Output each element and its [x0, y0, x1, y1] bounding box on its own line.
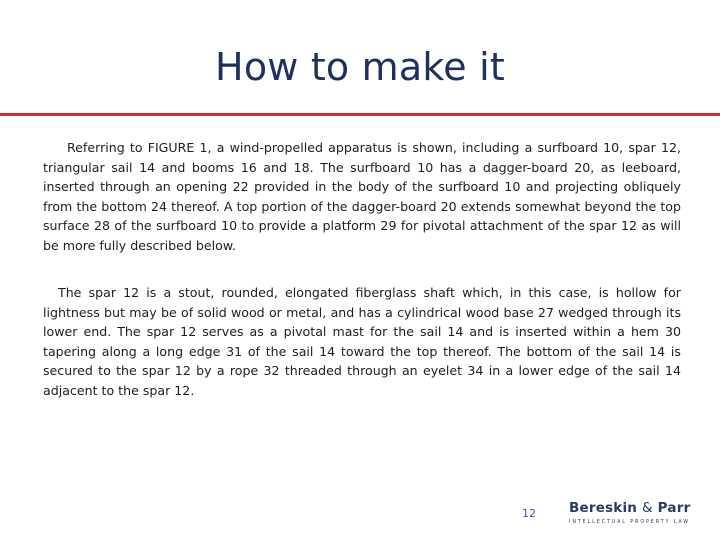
logo-name-part1: Bereskin [569, 500, 638, 516]
logo-ampersand: & [642, 500, 653, 516]
title-divider [0, 113, 720, 116]
logo-tagline: INTELLECTUAL PROPERTY LAW [569, 520, 690, 525]
body-paragraph-1: Referring to FIGURE 1, a wind-propelled apparatus is shown, including a surfboard 10, spar 12, triangular sail 14 and booms 16 and 18. The surfboard 10 has a dagger-board 20, as leeboard, inserted through an opening 22 provided in the body of the surfboard 10 and projecting obliquely from the bottom 24 thereof. A top portion of the dagger-board 20 extends somewhat beyond the top surface 28 of the surfboard 10 to provide a platform 29 for pivotal attachment of the spar 12 as will be more fully described below. [43, 140, 681, 253]
body-paragraph-2: The spar 12 is a stout, rounded, elongated fiberglass shaft which, in this case, is hollow for lightness but may be of solid wood or metal, and has a cylindrical wood base 27 wedged through its lower end. The spar 12 serves as a pivotal mast for the sail 14 and is inserted within a hem 30 tapering along a long edge 31 of the sail 14 toward the top thereof. The bottom of the sail 14 is secured to the spar 12 by a rope 32 threaded through an eyelet 34 in a lower edge of the sail 14 adjacent to the spar 12. [43, 285, 681, 398]
page-number: 12 [522, 507, 536, 520]
logo-name-part2: Parr [657, 500, 691, 516]
firm-logo [569, 500, 689, 532]
logo-name [569, 500, 689, 516]
slide-title: How to make it [215, 45, 505, 89]
